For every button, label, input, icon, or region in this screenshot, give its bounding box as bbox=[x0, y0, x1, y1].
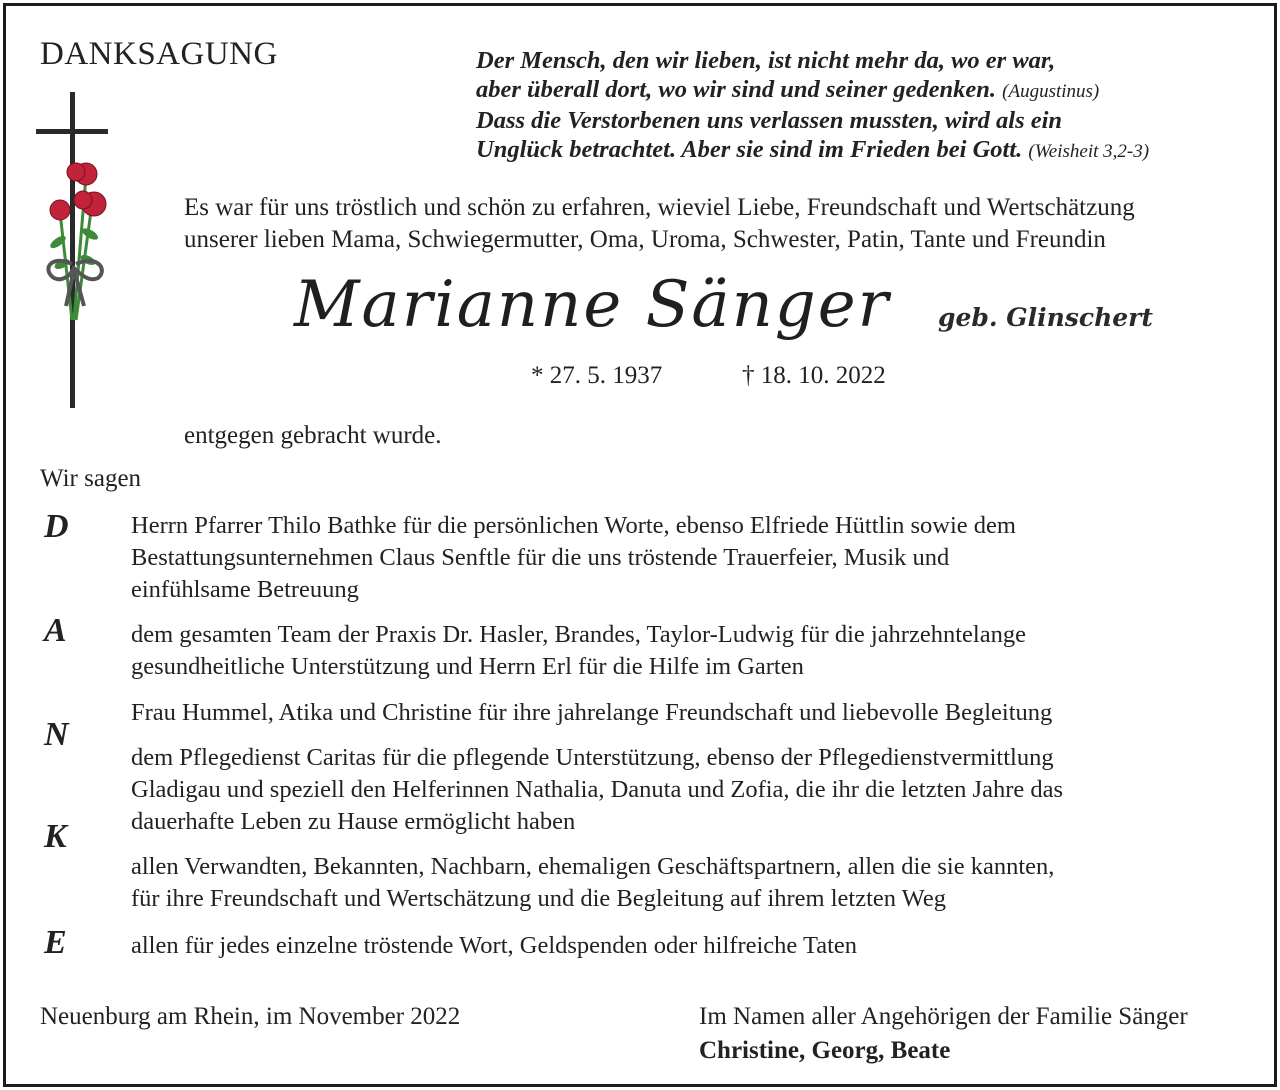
death-date: † 18. 10. 2022 bbox=[742, 362, 886, 389]
wir-sagen: Wir sagen bbox=[40, 465, 142, 492]
cross-with-roses-icon bbox=[36, 92, 116, 412]
danke-letter-a: A bbox=[44, 612, 67, 649]
quote-line-text: aber überall dort, wo wir sind und seiner gedenken. bbox=[476, 76, 997, 103]
thanks-line: Herrn Pfarrer Thilo Bathke für die persönlichen Worte, ebenso Elfriede Hüttlin sowie dem bbox=[131, 512, 1016, 539]
quote-line-text: Unglück betrachtet. Aber sie sind im Frieden bei Gott. bbox=[476, 136, 1023, 163]
quote-line bbox=[476, 135, 1149, 166]
thanks-item bbox=[131, 510, 1016, 606]
quote-source: (Weisheit 3,2-3) bbox=[1028, 141, 1150, 162]
birth-date: * 27. 5. 1937 bbox=[531, 362, 663, 389]
thanks-line: dem Pflegedienst Caritas für die pflegende Unterstützung, ebenso der Pflegedienstvermittlung bbox=[131, 744, 1054, 771]
after-text: entgegen gebracht wurde. bbox=[184, 422, 442, 449]
thanks-line: gesundheitliche Unterstützung und Herrn Erl für die Hilfe im Garten bbox=[131, 653, 804, 680]
danke-letter-d: D bbox=[44, 508, 69, 545]
thanks-line: Gladigau und speziell den Helferinnen Nathalia, Danuta und Zofia, die ihr die letzten Jahre das bbox=[131, 776, 1064, 803]
place-date: Neuenburg am Rhein, im November 2022 bbox=[40, 1003, 461, 1030]
quote-source: (Augustinus) bbox=[1002, 81, 1100, 102]
thanks-line: Frau Hummel, Atika und Christine für ihre jahrelange Freundschaft und liebevolle Begleitung bbox=[131, 699, 1053, 726]
thanks-line: dem gesamten Team der Praxis Dr. Hasler, Brandes, Taylor-Ludwig für die jahrzehntelange bbox=[131, 621, 1026, 648]
danke-letter-k: K bbox=[44, 818, 67, 855]
thanks-line: einfühlsame Betreuung bbox=[131, 576, 359, 603]
thanks-item bbox=[131, 851, 1054, 915]
intro-line: Es war für uns tröstlich und schön zu erfahren, wieviel Liebe, Freundschaft und Wertschätzung bbox=[184, 194, 1135, 221]
intro-text bbox=[184, 192, 1135, 256]
thanks-line: allen für jedes einzelne tröstende Wort, Geldspenden oder hilfreiche Taten bbox=[131, 932, 858, 959]
bible-quote bbox=[476, 46, 1149, 166]
heading: DANKSAGUNG bbox=[40, 36, 278, 72]
thanks-line: für ihre Freundschaft und Wertschätzung und die Begleitung auf ihrem letzten Weg bbox=[131, 885, 946, 912]
quote-line bbox=[476, 75, 1149, 106]
quote-line: Dass die Verstorbenen uns verlassen mussten, wird als ein bbox=[476, 107, 1063, 134]
thanks-line: dauerhafte Leben zu Hause ermöglicht haben bbox=[131, 808, 576, 835]
deceased-name: Marianne Sänger bbox=[294, 268, 891, 342]
quote-line: Der Mensch, den wir lieben, ist nicht mehr da, wo er war, bbox=[476, 47, 1056, 74]
thanks-item bbox=[131, 619, 1026, 683]
birth-name: geb. Glinschert bbox=[938, 303, 1153, 332]
thanks-item bbox=[131, 930, 857, 962]
on-behalf-text: Im Namen aller Angehörigen der Familie Sänger bbox=[699, 1003, 1188, 1030]
danke-letter-e: E bbox=[44, 924, 67, 961]
thanks-item bbox=[131, 697, 1052, 729]
signatories: Christine, Georg, Beate bbox=[699, 1037, 951, 1064]
thanks-item bbox=[131, 742, 1063, 838]
danke-letter-n: N bbox=[44, 716, 69, 753]
thanks-line: allen Verwandten, Bekannten, Nachbarn, ehemaligen Geschäftspartnern, allen die sie kannten, bbox=[131, 853, 1055, 880]
thanks-line: Bestattungsunternehmen Claus Senftle für die uns tröstende Trauerfeier, Musik und bbox=[131, 544, 950, 571]
obituary-notice bbox=[3, 3, 1277, 1087]
intro-line: unserer lieben Mama, Schwiegermutter, Oma, Uroma, Schwester, Patin, Tante und Freundin bbox=[184, 226, 1106, 253]
